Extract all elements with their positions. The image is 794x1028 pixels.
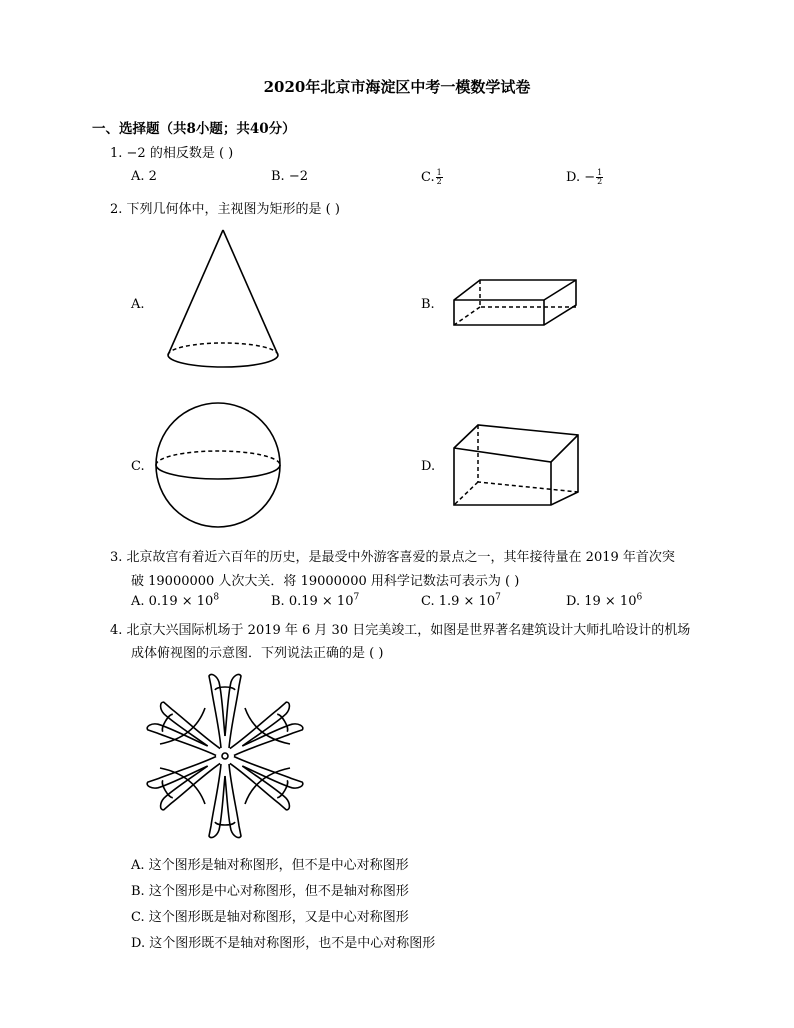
q3-option-d[interactable] [566, 594, 642, 609]
cuboid-figure-b [450, 275, 590, 335]
q2-option-b-label[interactable]: B. [421, 297, 435, 312]
q3-option-b-base: B. 0.19 × 10 [271, 594, 354, 609]
q1-option-a[interactable]: A. 2 [131, 169, 157, 184]
page-title: 2020年北京市海淀区中考一模数学试卷 [263, 78, 531, 96]
q4-option-c[interactable]: C. 这个图形既是轴对称图形，又是中心对称图形 [131, 910, 409, 925]
q4-option-b[interactable]: B. 这个图形是中心对称图形，但不是轴对称图形 [131, 884, 409, 899]
q1-option-c-prefix: C. [421, 170, 435, 185]
q4-option-a[interactable]: A. 这个图形是轴对称图形，但不是中心对称图形 [131, 858, 409, 873]
fraction [596, 169, 603, 186]
q3-option-c-base: C. 1.9 × 10 [421, 594, 496, 609]
exponent: 7 [353, 592, 360, 603]
q1-stem: 1. −2 的相反数是 ( ) [110, 146, 234, 161]
cone-figure [160, 225, 290, 375]
q4-option-d[interactable]: D. 这个图形既不是轴对称图形，也不是中心对称图形 [131, 936, 436, 951]
fraction-numerator: 1 [436, 168, 442, 177]
fraction-numerator: 1 [597, 168, 603, 177]
exponent: 6 [636, 592, 643, 603]
section-heading: 一、选择题（共8小题；共40分） [92, 121, 296, 137]
prism-figure-d [448, 420, 588, 510]
q3-option-a[interactable] [131, 594, 219, 609]
q3-option-c[interactable] [421, 594, 501, 609]
q4-stem-line1: 4. 北京大兴国际机场于 2019 年 6 月 30 日完美竣工，如图是世界著名建筑设计大师扎哈设计的机场 [110, 623, 691, 638]
fraction-denominator: 2 [597, 177, 603, 186]
fraction-denominator: 2 [436, 177, 442, 186]
exponent: 8 [213, 592, 220, 603]
q2-stem: 2. 下列几何体中，主视图为矩形的是 ( ) [110, 202, 340, 217]
q2-option-c-label[interactable]: C. [131, 459, 145, 474]
q3-option-a-base: A. 0.19 × 10 [131, 594, 214, 609]
q2-option-a-label[interactable]: A. [131, 297, 145, 312]
q1-option-d-prefix: D. − [566, 170, 596, 185]
q4-stem-line2: 成体俯视图的示意图．下列说法正确的是 ( ) [131, 646, 384, 661]
q3-option-b[interactable] [271, 594, 359, 609]
q3-stem-line1: 3. 北京故宫有着近六百年的历史，是最受中外游客喜爱的景点之一，其年接待量在 2019 年首次突 [110, 550, 675, 565]
exponent: 7 [495, 592, 501, 603]
q2-option-d-label[interactable]: D. [421, 459, 436, 474]
q3-option-d-base: D. 19 × 10 [566, 594, 637, 609]
airport-starfish-figure [145, 668, 305, 843]
q3-stem-line2: 破 19000000 人次大关．将 19000000 用科学记数法可表示为 ( ) [131, 574, 520, 589]
q1-option-b[interactable]: B. −2 [271, 169, 308, 184]
sphere-figure [150, 400, 290, 530]
q1-option-c[interactable] [421, 169, 443, 186]
fraction [436, 169, 443, 186]
q1-option-d[interactable] [566, 169, 603, 186]
